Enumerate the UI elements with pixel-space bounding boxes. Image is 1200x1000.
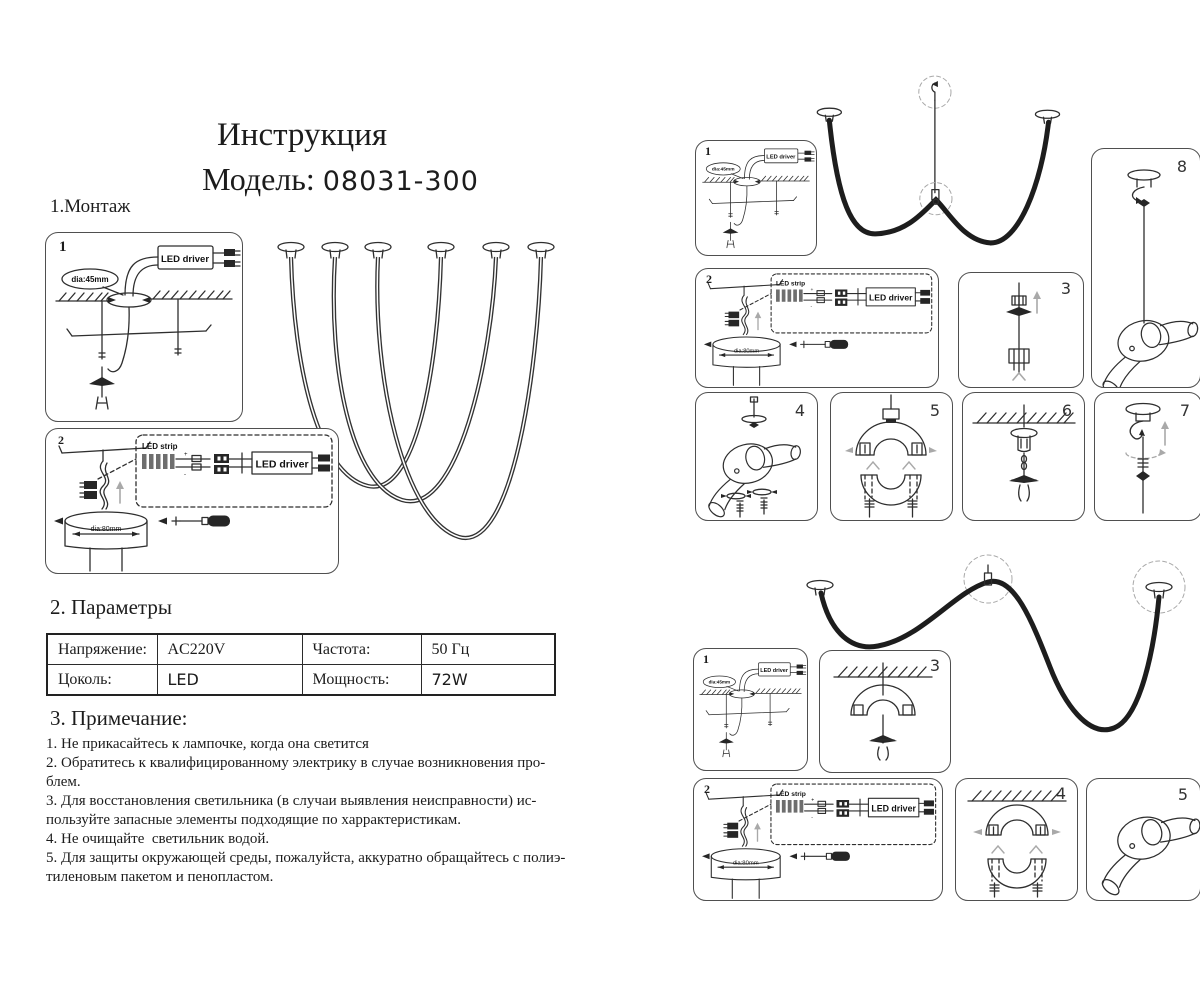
figure-a-step3	[958, 272, 1084, 388]
table-row	[47, 634, 555, 665]
figure-b-step5	[1086, 778, 1200, 901]
figure-a-step7	[1094, 392, 1200, 521]
param-value-voltage: AC220V	[157, 634, 302, 665]
figure-a-step1	[695, 140, 817, 256]
page-title: Инструкция	[216, 117, 388, 153]
model-label: Модель:	[202, 161, 315, 197]
note-line: 5. Для защиты окружающей среды, пожалуйста, аккуратно обращайтесь с полиэ-	[46, 850, 566, 866]
figure-montage-step2	[45, 428, 339, 574]
step-number: 1	[703, 652, 709, 666]
figure-a-step4	[695, 392, 818, 521]
step-number: 6	[1061, 401, 1072, 420]
figure-a-step6	[962, 392, 1085, 521]
figure-a-step2	[695, 268, 939, 388]
params-heading: 2. Параметры	[50, 595, 172, 619]
note-line: 4. Не очищайте светильник водой.	[46, 831, 270, 847]
params-table	[46, 633, 556, 696]
param-label-power: Мощность:	[302, 665, 421, 696]
param-label-voltage: Напряжение:	[47, 634, 157, 665]
step-number: 2	[706, 272, 712, 286]
step-number: 4	[1055, 784, 1066, 803]
model-line	[168, 161, 513, 198]
param-label-frequency: Частота:	[302, 634, 421, 665]
step-number: 2	[58, 433, 64, 447]
figure-montage-step1	[45, 232, 243, 422]
figure-b-step3	[819, 650, 951, 773]
step-number: 3	[929, 656, 940, 675]
step-number: 4	[794, 401, 805, 420]
note-line: 3. Для восстановления светильника (в случаи выявления неисправности) ис-	[46, 793, 537, 809]
figure-b-step4	[955, 778, 1078, 901]
note-line: тиленовым пакетом и пенопластом.	[46, 869, 274, 885]
step-number: 1	[59, 239, 67, 255]
notes-heading: 3. Примечание:	[50, 706, 188, 730]
param-value-frequency: 50 Гц	[421, 634, 555, 665]
param-label-socket: Цоколь:	[47, 665, 157, 696]
step-number: 5	[929, 401, 940, 420]
figure-b-step2	[693, 778, 943, 901]
note-line: 1. Не прикасайтесь к лампочке, когда она светится	[46, 736, 369, 752]
table-row	[47, 665, 555, 696]
figure-b-step1	[693, 648, 808, 771]
step-number: 7	[1179, 401, 1190, 420]
model-number: 08031-300	[322, 166, 479, 197]
figure-a-step8	[1091, 148, 1200, 388]
note-line: блем.	[46, 774, 81, 790]
step-number: 1	[705, 144, 711, 158]
montage-heading: 1.Монтаж	[50, 196, 131, 217]
figure-a-step5	[830, 392, 953, 521]
step-number: 5	[1177, 785, 1188, 804]
note-line: пользуйте запасные элементы подходящие по харрактеристикам.	[46, 812, 462, 828]
notes-list	[46, 735, 591, 887]
param-value-power: 72W	[421, 665, 555, 696]
step-number: 2	[704, 782, 710, 796]
param-value-socket: LED	[157, 665, 302, 696]
step-number: 3	[1060, 279, 1071, 298]
step-number: 8	[1176, 157, 1187, 176]
w-layout-figure	[813, 70, 1097, 256]
note-line: 2. Обратитесь к квалифицированному электрику в случае возникновения про-	[46, 755, 546, 771]
